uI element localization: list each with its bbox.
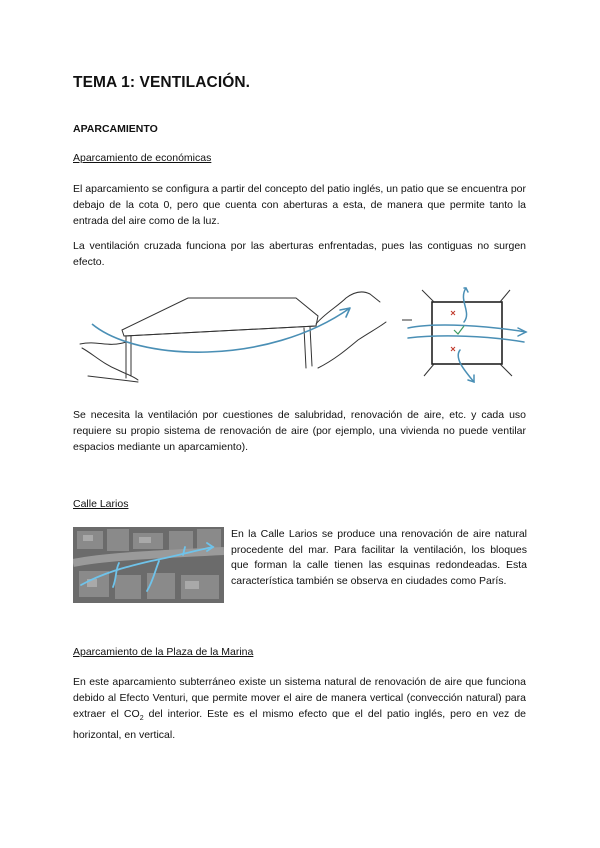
building-block (147, 573, 175, 599)
paragraph-plaza-marina (73, 674, 526, 743)
airflow-horizontal-1 (408, 325, 526, 332)
subsection-heading-economicas: Aparcamiento de económicas (73, 152, 212, 164)
building-block (115, 575, 141, 599)
airflow-top (463, 288, 466, 322)
blocked-marker-bottom (451, 347, 455, 351)
airflow-horizontal-2 (408, 336, 524, 342)
ground-slope-left (82, 348, 138, 380)
blocked-marker-top (451, 311, 455, 315)
airflow-bottom (458, 350, 474, 382)
subsection-heading-plaza-marina: Aparcamiento de la Plaza de la Marina (73, 646, 254, 658)
parking-section-sketch (78, 284, 388, 388)
column-right (304, 327, 312, 368)
section-heading: APARCAMIENTO (73, 123, 158, 135)
cross-ventilation-plan-sketch (398, 284, 533, 388)
ground-line-left (80, 342, 126, 344)
corner-line-tl (422, 290, 434, 302)
roof-detail (139, 537, 151, 543)
building-block (169, 531, 193, 551)
ground-slope-right (318, 322, 386, 368)
corner-line-tr (500, 290, 510, 302)
roof-edge (124, 326, 316, 336)
building-block (107, 529, 129, 551)
paragraph-ventilacion-cruzada: La ventilación cruzada funciona por las aberturas enfrentadas, pues las contiguas no surgen efecto. (73, 240, 526, 268)
roof-detail (83, 535, 93, 541)
co2-subscript: 2 (139, 715, 144, 723)
paragraph-text-before-co2: En este aparcamiento subterráneo existe un sistema natural de renovación de aire que funciona debido al Efecto Venturi, que permite mover el aire de manera vertical (convección natural) para extraer el CO (73, 676, 526, 720)
paragraph-salubridad: Se necesita la ventilación por cuestiones de salubridad, renovación de aire, etc. y cada uso requiere su propio sistema de renovación de aire (por ejemplo, una vivienda no puede ventilar espacios mediante un aparcamiento). (73, 409, 526, 453)
check-marker (454, 326, 464, 334)
paragraph-patio-ingles: El aparcamiento se configura a partir del concepto del patio inglés, un patio que se encuentra por debajo de la cota 0, pero que cuenta con aberturas a esta, de manera que permite tanto la entrada del aire como de la luz. (73, 183, 526, 227)
paragraph-calle-larios: En la Calle Larios se produce una renovación de aire natural procedente del mar. Para facilitar la ventilación, los bloques que forman la calle tienen las esquinas redondeadas. Esta característica también se observa en ciudades como París. (231, 528, 527, 587)
corner-line-bl (424, 364, 434, 376)
paragraph-text-after-co2: del interior. Este es el mismo efecto que el del patio inglés, pero en vez de horizontal, en vertical. (73, 708, 527, 742)
page-title: TEMA 1: VENTILACIÓN. (73, 74, 251, 91)
roof-detail (185, 581, 199, 589)
base-line (88, 376, 138, 382)
subsection-heading-calle-larios: Calle Larios (73, 498, 129, 510)
corner-line-br (500, 364, 512, 376)
roof-slab (122, 298, 318, 336)
calle-larios-aerial-photo (73, 527, 224, 603)
